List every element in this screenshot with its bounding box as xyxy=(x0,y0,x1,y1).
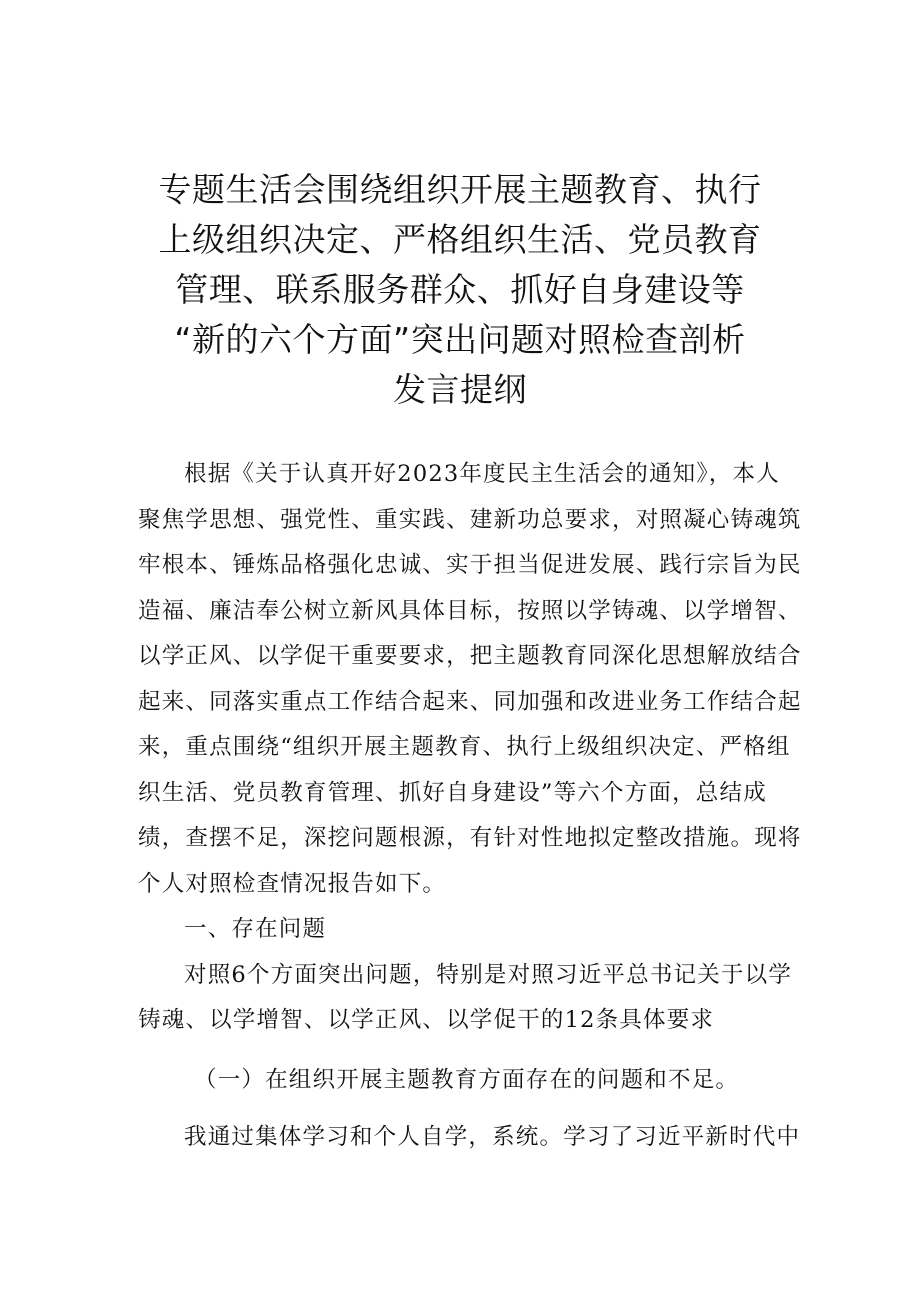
paragraph-line: 造福、廉洁奉公树立新风具体目标，按照以学铸魂、以学增智、 xyxy=(138,597,802,624)
title-line: “新的六个方面”突出问题对照检查剖析 xyxy=(174,320,746,359)
paragraph-line: 织生活、党员教育管理、抓好自身建设”等六个方面，总结成 xyxy=(138,779,767,806)
paragraph-line: 绩，查摆不足，深挖问题根源，有针对性地拟定整改措施。现将 xyxy=(138,825,802,851)
paragraph-line: 个人对照检查情况报告如下。 xyxy=(138,870,447,897)
paragraph-line: 根据《关于认真开好2023年度民主生活会的通知》，本人 xyxy=(184,461,780,487)
paragraph-line: 聚焦学思想、强党性、重实践、建新功总要求，对照凝心铸魂筑 xyxy=(138,506,802,533)
section-heading: 一、存在问题 xyxy=(184,916,327,942)
title-line: 管理、联系服务群众、抓好自身建设等 xyxy=(175,270,745,309)
paragraph-line: 来，重点围绕“组织开展主题教育、执行上级组织决定、严格组 xyxy=(138,734,791,760)
title-line: 上级组织决定、严格组织生活、党员教育 xyxy=(158,220,762,259)
title-line: 发言提纲 xyxy=(393,370,527,409)
intro-paragraph xyxy=(138,452,802,907)
section-paragraph xyxy=(138,953,793,1044)
paragraph-line: 以学正风、以学促干重要要求，把主题教育同深化思想解放结合 xyxy=(138,643,802,669)
paragraph-line: 牢根本、锤炼品格强化忠诚、实于担当促进发展、践行宗旨为民 xyxy=(138,552,802,578)
document-title xyxy=(0,165,920,415)
paragraph-line: 我通过集体学习和个人自学，系统。学习了习近平新时代中 xyxy=(184,1124,801,1150)
document-body xyxy=(138,452,802,1161)
paragraph-line: 起来、同落实重点工作结合起来、同加强和改进业务工作结合起 xyxy=(138,688,802,715)
title-line: 专题生活会围绕组织开展主题教育、执行 xyxy=(158,170,762,209)
paragraph-line: 铸魂、以学增智、以学正风、以学促干的12条具体要求 xyxy=(138,1007,715,1033)
paragraph-line: 对照6个方面突出问题，特别是对照习近平总书记关于以学 xyxy=(184,961,793,988)
sub-heading: （一）在组织开展主题教育方面存在的问题和不足。 xyxy=(194,1066,740,1093)
